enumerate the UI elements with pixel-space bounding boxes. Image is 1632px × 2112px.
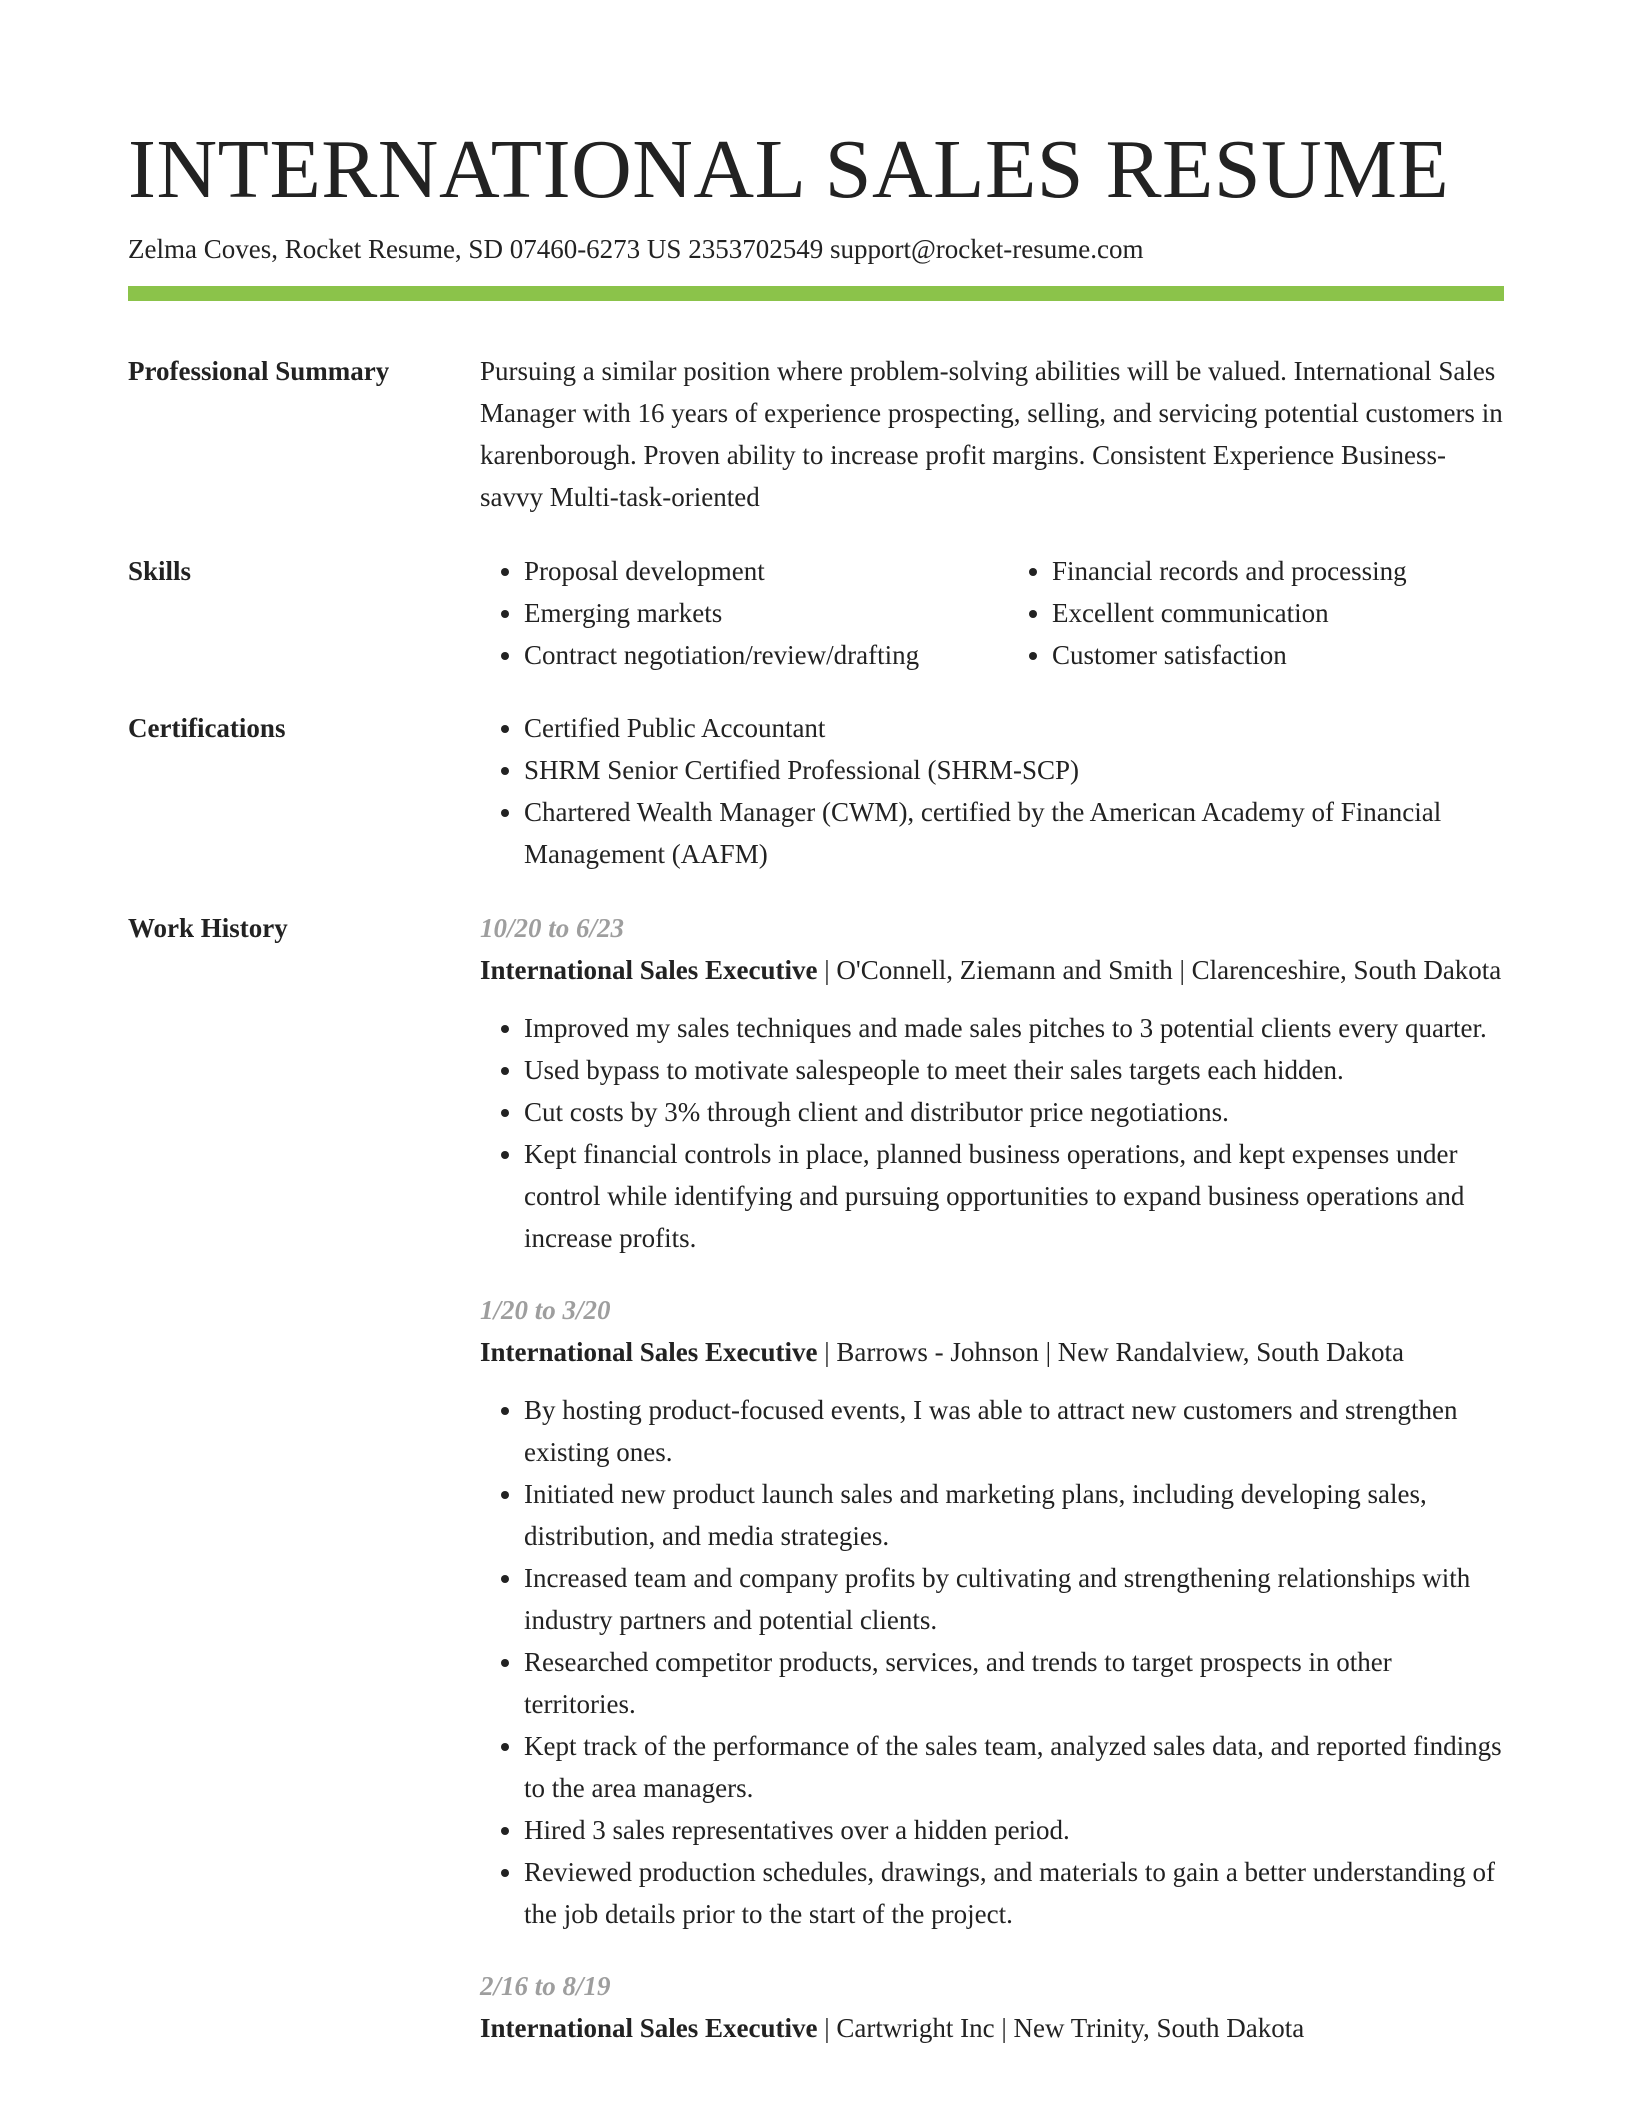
job-bullet: • Used bypass to motivate salespeople to meet their sales targets each hidden. xyxy=(524,1049,1504,1091)
job-bullet: • By hosting product-focused events, I was able to attract new customers and strengthen existing ones. xyxy=(524,1389,1504,1473)
job-employer: | O'Connell, Ziemann and Smith | Clarenceshire, South Dakota xyxy=(817,955,1502,985)
skill-item: • Financial records and processing xyxy=(1052,550,1504,592)
contact-line: Zelma Coves, Rocket Resume, SD 07460-6273 US 2353702549 support@rocket-resume.com xyxy=(128,234,1144,264)
job-entry xyxy=(480,907,1504,1259)
job-bullet: • Reviewed production schedules, drawings, and materials to gain a better understanding of the job details prior to the start of the project. xyxy=(524,1851,1504,1935)
header-divider xyxy=(128,286,1504,301)
summary-label: Professional Summary xyxy=(128,356,390,386)
job-bullet: • Improved my sales techniques and made sales pitches to 3 potential clients every quarter. xyxy=(524,1007,1504,1049)
certification-item: • SHRM Senior Certified Professional (SHRM-SCP) xyxy=(524,749,1504,791)
job-title-line xyxy=(480,949,1504,991)
certifications-label: Certifications xyxy=(128,713,286,743)
job-role: International Sales Executive xyxy=(480,1337,818,1367)
job-bullet: • Kept track of the performance of the sales team, analyzed sales data, and reported findings to the area managers. xyxy=(524,1725,1504,1809)
job-bullet: • Initiated new product launch sales and marketing plans, including developing sales, distribution, and media strategies. xyxy=(524,1473,1504,1557)
job-bullets xyxy=(480,1007,1504,1259)
skill-item: • Excellent communication xyxy=(1052,592,1504,634)
job-bullet: • Researched competitor products, services, and trends to target prospects in other territories. xyxy=(524,1641,1504,1725)
job-role: International Sales Executive xyxy=(480,955,818,985)
summary-text: Pursuing a similar position where problem-solving abilities will be valued. International Sales Manager with 16 years of experience prospecting, selling, and servicing potential customers in karenborough. Proven ability to increase profit margins. Consistent Experience Business-savvy Multi-task-oriented xyxy=(480,356,1503,512)
job-dates: 1/20 to 3/20 xyxy=(480,1295,611,1325)
skill-item: • Proposal development xyxy=(524,550,984,592)
skills-label: Skills xyxy=(128,556,192,586)
work-history-label: Work History xyxy=(128,913,288,943)
skill-item: • Customer satisfaction xyxy=(1052,634,1504,676)
certifications-body xyxy=(480,707,1504,875)
skills-list-left xyxy=(480,550,984,676)
job-entry xyxy=(480,1289,1504,1935)
work-history-body xyxy=(480,907,1504,2079)
skill-item: • Emerging markets xyxy=(524,592,984,634)
job-bullets xyxy=(480,1389,1504,1935)
certification-item: • Certified Public Accountant xyxy=(524,707,1504,749)
job-entry xyxy=(480,1965,1504,2049)
certifications-list xyxy=(480,707,1504,875)
job-dates: 10/20 to 6/23 xyxy=(480,913,625,943)
job-dates: 2/16 to 8/19 xyxy=(480,1971,611,2001)
job-bullet: • Cut costs by 3% through client and distributor price negotiations. xyxy=(524,1091,1504,1133)
job-employer: | Cartwright Inc | New Trinity, South Dakota xyxy=(817,2013,1305,2043)
skills-body xyxy=(480,550,1504,676)
job-employer: | Barrows - Johnson | New Randalview, South Dakota xyxy=(817,1337,1404,1367)
job-bullet: • Increased team and company profits by cultivating and strengthening relationships with industry partners and potential clients. xyxy=(524,1557,1504,1641)
summary-body xyxy=(480,350,1504,518)
certification-item: • Chartered Wealth Manager (CWM), certified by the American Academy of Financial Management (AAFM) xyxy=(524,791,1504,875)
resume-title: INTERNATIONAL SALES RESUME xyxy=(128,123,1450,216)
skills-list-right xyxy=(1008,550,1504,676)
job-title-line xyxy=(480,1331,1504,1373)
job-title-line xyxy=(480,2007,1504,2049)
skill-item: • Contract negotiation/review/drafting xyxy=(524,634,984,676)
job-bullet: • Hired 3 sales representatives over a hidden period. xyxy=(524,1809,1504,1851)
job-role: International Sales Executive xyxy=(480,2013,818,2043)
job-bullet: • Kept financial controls in place, planned business operations, and kept expenses under control while identifying and pursuing opportunities to expand business operations and increase profits. xyxy=(524,1133,1504,1259)
